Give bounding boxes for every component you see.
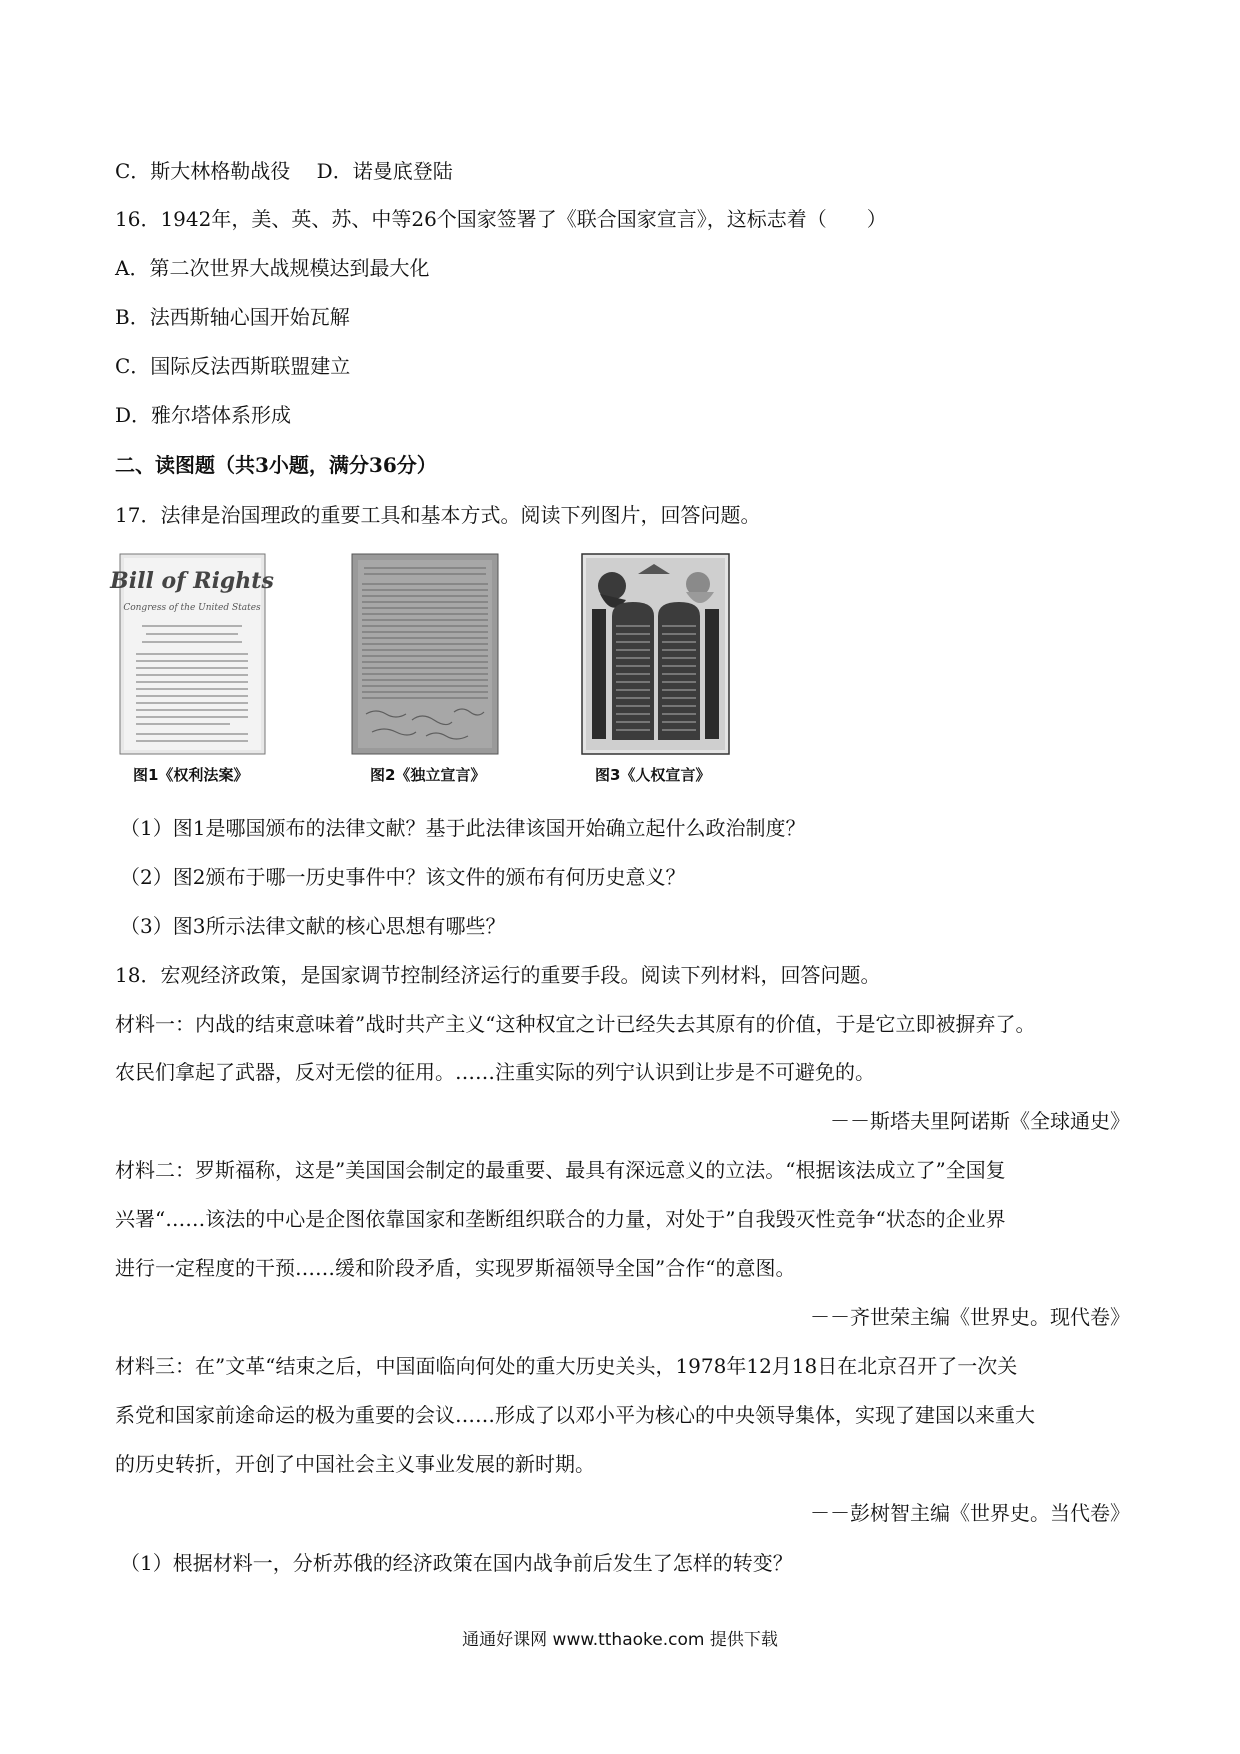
figure-3-caption: 图3《人权宣言》 — [595, 766, 711, 784]
q16-option-c: C．国际反法西斯联盟建立 — [115, 354, 351, 378]
q18-material-3-line-3: 的历史转折，开创了中国社会主义事业发展的新时期。 — [115, 1452, 595, 1476]
figure-1-subtitle-text: Congress of the United States — [123, 603, 261, 613]
q18-material-3-line-2: 系党和国家前途命运的极为重要的会议……形成了以邓小平为核心的中央领导集体，实现了建国以来重大 — [115, 1403, 1035, 1427]
figure-2-declaration-of-independence — [352, 554, 498, 754]
q18-sub-1: （1）根据材料一，分析苏俄的经济政策在国内战争前后发生了怎样的转变？ — [120, 1551, 793, 1575]
q18-material-2-line-2: 兴署“……该法的中心是企图依靠国家和垄断组织联合的力量，对处于”自我毁灭性竞争“状态的企业界 — [115, 1207, 1006, 1231]
q18-material-1-source: －－斯塔夫里阿诺斯《全球通史》 — [830, 1109, 1130, 1133]
q18-material-2-source: －－齐世荣主编《世界史。现代卷》 — [810, 1305, 1130, 1329]
figure-1-caption: 图1《权利法案》 — [133, 766, 249, 784]
q16-option-b: B．法西斯轴心国开始瓦解 — [115, 305, 350, 329]
question-17-stem: 17．法律是治国理政的重要工具和基本方式。阅读下列图片，回答问题。 — [115, 503, 761, 527]
question-16-stem: 16．1942年，美、英、苏、中等26个国家签署了《联合国家宣言》，这标志着（ ） — [115, 207, 887, 231]
question-18-stem: 18．宏观经济政策，是国家调节控制经济运行的重要手段。阅读下列材料，回答问题。 — [115, 963, 881, 987]
q16-option-a: A．第二次世界大战规模达到最大化 — [115, 256, 430, 280]
q18-material-2-line-3: 进行一定程度的干预……缓和阶段矛盾，实现罗斯福领导全国”合作“的意图。 — [115, 1256, 796, 1280]
q17-sub-1: （1）图1是哪国颁布的法律文献？基于此法律该国开始确立起什么政治制度？ — [120, 816, 806, 840]
figure-2-caption: 图2《独立宣言》 — [370, 766, 486, 784]
page-footer: 通通好课网 www.tthaoke.com 提供下载 — [462, 1630, 778, 1650]
q17-sub-3: （3）图3所示法律文献的核心思想有哪些？ — [120, 914, 506, 938]
figure-3-declaration-of-rights-of-man — [582, 554, 729, 754]
q18-material-1-line-1: 材料一：内战的结束意味着”战时共产主义“这种权宜之计已经失去其原有的价值，于是它立即被摒弃了。 — [115, 1012, 1036, 1036]
q18-material-3-source: －－彭树智主编《世界史。当代卷》 — [810, 1501, 1130, 1525]
section-2-title: 二、读图题（共3小题，满分36分） — [115, 453, 437, 477]
figure-1-title-text: Bill of Rights — [110, 568, 274, 594]
q18-material-3-line-1: 材料三：在”文革“结束之后，中国面临向何处的重大历史关头，1978年12月18日在北京召开了一次关 — [115, 1354, 1018, 1378]
q18-material-1-line-2: 农民们拿起了武器，反对无偿的征用。……注重实际的列宁认识到让步是不可避免的。 — [115, 1060, 875, 1084]
figure-1-bill-of-rights — [110, 554, 274, 754]
q17-sub-2: （2）图2颁布于哪一历史事件中？该文件的颁布有何历史意义？ — [120, 865, 686, 889]
q16-option-d: D．雅尔塔体系形成 — [115, 403, 292, 427]
option-c-d-line: C．斯大林格勒战役 D．诺曼底登陆 — [115, 159, 453, 183]
q18-material-2-line-1: 材料二：罗斯福称，这是”美国国会制定的最重要、最具有深远意义的立法。“根据该法成立了”全国复 — [115, 1158, 1006, 1182]
